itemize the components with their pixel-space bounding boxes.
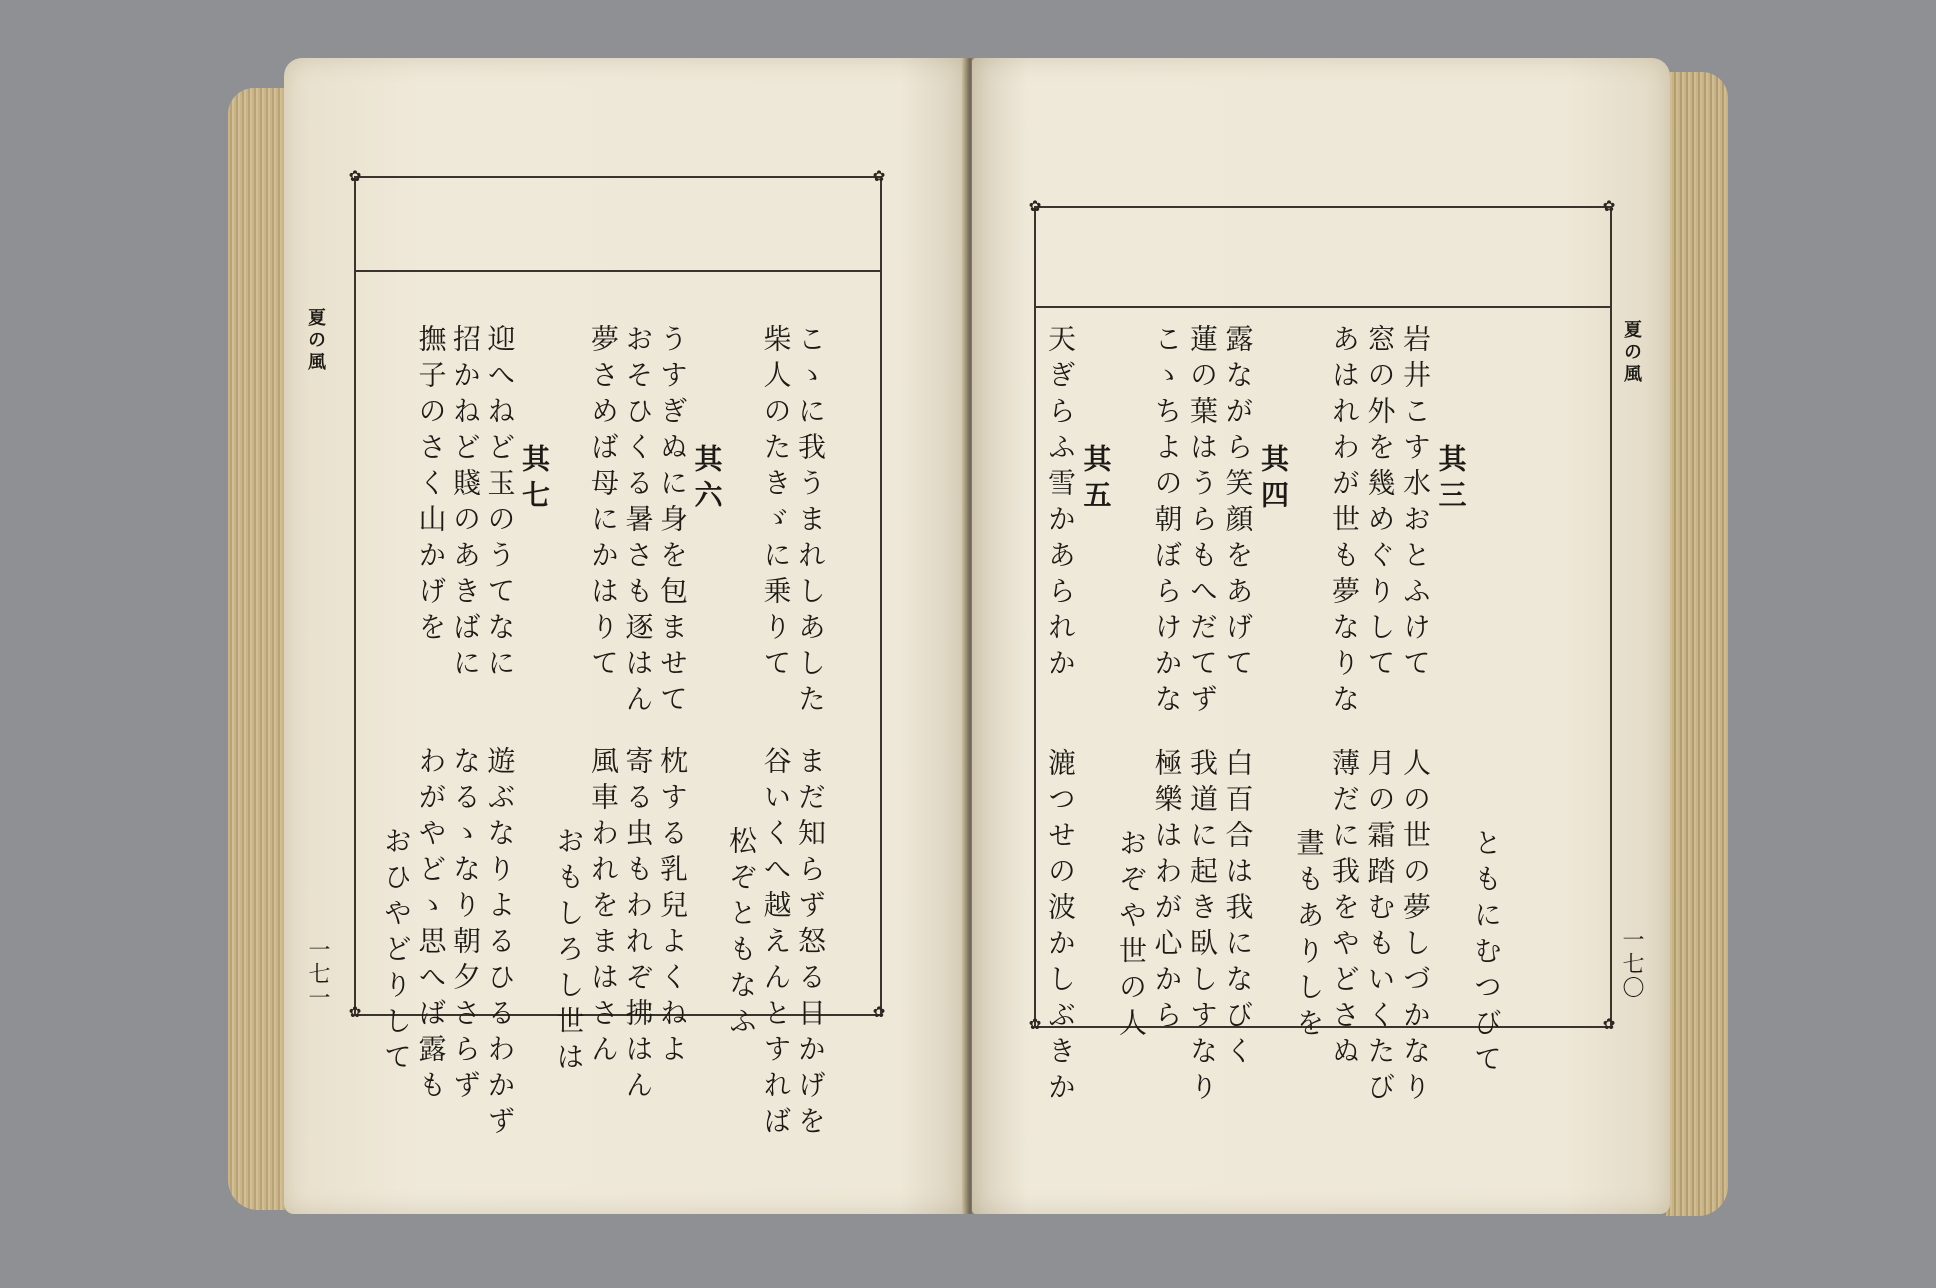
section-heading: 其六 (690, 444, 724, 516)
verse-line: こゝちよの朝ぼらけかな (1150, 324, 1184, 720)
verse-line: 招かねど賤のあきばに (449, 324, 482, 684)
verse-line: まだ知らず怒る日かげを (794, 746, 827, 1142)
ornament-icon: ✿ (872, 167, 886, 185)
book-edge-left (228, 88, 290, 1210)
verse-line: おひやどりして (380, 826, 413, 1078)
verse-line: 撫子のさく山かげを (414, 324, 448, 648)
page-number: 一七〇 (1619, 928, 1644, 1000)
verse-line: 露ながら笑顔をあげて (1221, 324, 1255, 684)
verse-line: 蓮の葉はうらもへだてず (1186, 324, 1219, 720)
verse-line: 谷いくへ越えんとすれば (759, 746, 793, 1142)
verse-line: 晝もありしを (1292, 828, 1326, 1044)
verse-line: わがやどゝ思へば露も (414, 746, 448, 1106)
section-heading: 其七 (518, 444, 551, 516)
verse-line: おもしろし世は (552, 826, 586, 1078)
ornament-icon: ✿ (1602, 1015, 1616, 1033)
section-heading: 其三 (1434, 444, 1468, 516)
ornament-icon: ✿ (1028, 1015, 1042, 1033)
verse-line: 遊ぶなりよるひるわかず (483, 746, 517, 1142)
ornament-icon: ✿ (872, 1003, 886, 1021)
verse-line: 柴人のたきゞに乗りて (759, 324, 793, 684)
verse-line: ともにむつびて (1470, 828, 1503, 1080)
running-head: 夏の風 (305, 308, 326, 374)
left-header-rule (356, 270, 880, 272)
section-heading: 其四 (1257, 444, 1290, 516)
verse-line: 枕する乳兒よくねよ (656, 746, 689, 1070)
page-number: 一七一 (305, 938, 330, 1010)
ornament-icon: ✿ (1028, 197, 1042, 215)
verse-line: あはれわが世も夢なりな (1328, 324, 1361, 720)
verse-line: 迎へねど玉のうてなに (483, 324, 517, 684)
ornament-icon: ✿ (348, 1003, 362, 1021)
verse-line: おそひくる暑さも逐はん (621, 324, 655, 720)
book-edge-right (1666, 72, 1728, 1216)
verse-line: うすぎぬに身を包ませて (656, 324, 689, 720)
open-book (228, 58, 1728, 1228)
verse-line: 極樂はわが心から (1150, 748, 1184, 1036)
verse-line: なるゝなり朝夕さらず (449, 746, 482, 1106)
verse-line: 岩井こす水おとふけて (1399, 324, 1432, 684)
verse-line: 寄る虫もわれぞ拂はん (621, 746, 655, 1106)
verse-line: 夢さめば母にかはりて (587, 324, 620, 684)
verse-line: 天ぎらふ雪かあられか (1044, 324, 1077, 684)
left-page (284, 58, 968, 1214)
ornament-icon: ✿ (348, 167, 362, 185)
right-page (972, 58, 1670, 1214)
verse-line: 漉つせの波かしぶきか (1044, 748, 1077, 1108)
verse-line: 風車われをまはさん (587, 746, 620, 1070)
verse-line: 月の霜踏むもいくたび (1363, 748, 1397, 1108)
ornament-icon: ✿ (1602, 197, 1616, 215)
running-head: 夏の風 (1621, 320, 1642, 386)
verse-line: 松ぞともなふ (725, 826, 758, 1042)
verse-line: 白百合は我になびく (1221, 748, 1255, 1072)
verse-line: 人の世の夢しづかなり (1399, 748, 1432, 1108)
verse-line: こゝに我うまれしあした (794, 324, 827, 720)
verse-line: 薄だに我をやどさぬ (1328, 748, 1361, 1072)
right-header-rule (1036, 306, 1610, 308)
verse-line: 我道に起き臥しすなり (1186, 748, 1219, 1108)
verse-line: おぞや世の人 (1115, 828, 1148, 1044)
verse-line: 窓の外を幾めぐりして (1363, 324, 1397, 684)
section-heading: 其五 (1079, 444, 1113, 516)
